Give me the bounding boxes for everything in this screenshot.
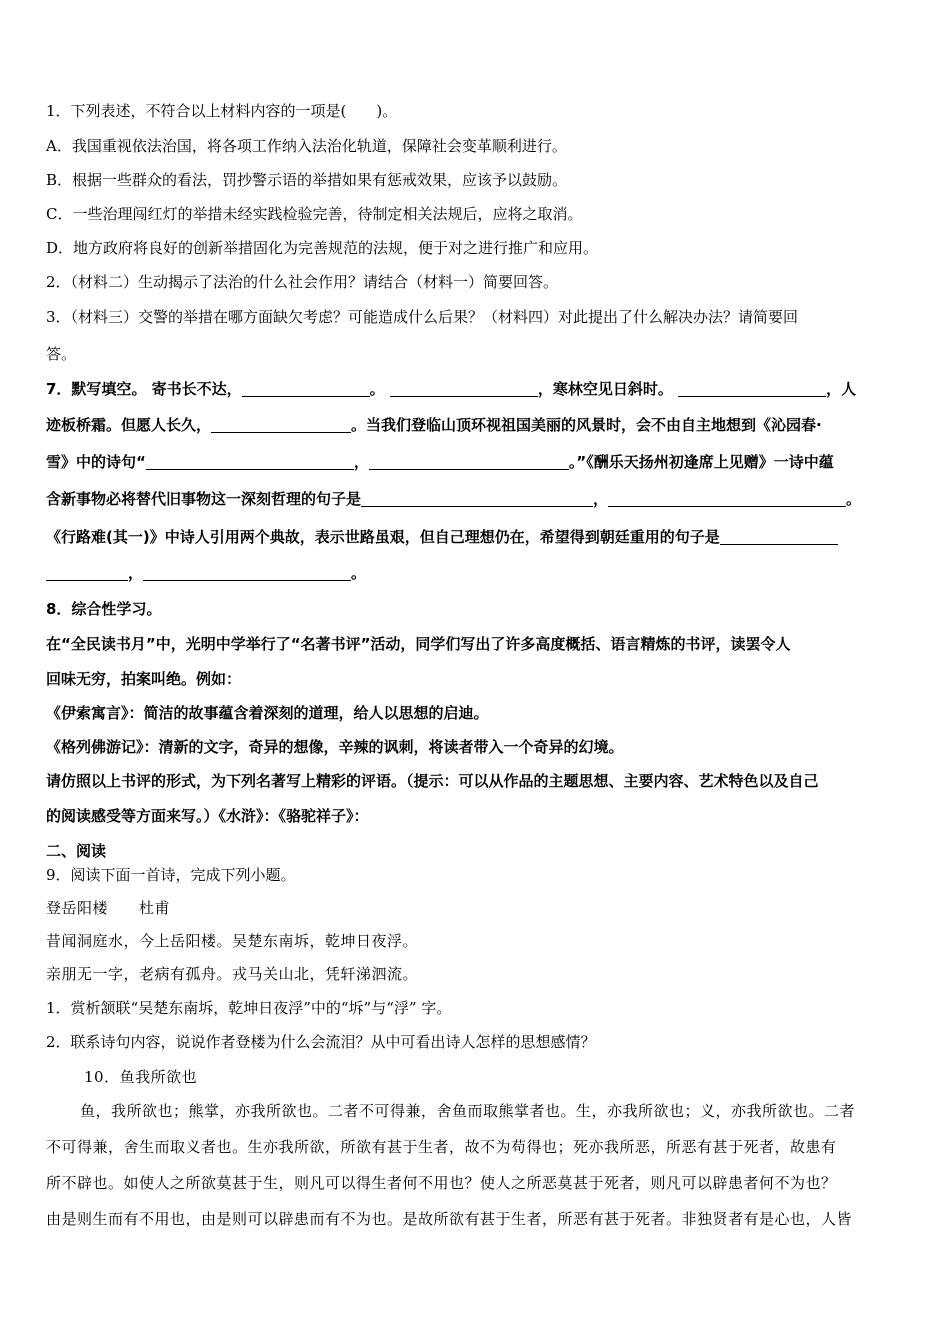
q8-example-1: 《伊索寓言》：简洁的故事蕴含着深刻的道理，给人以思想的启迪。 — [46, 704, 489, 722]
answer-blank[interactable] — [242, 380, 370, 397]
q8-title: 8．综合性学习。 — [46, 600, 162, 618]
answer-blank[interactable] — [143, 564, 351, 581]
q9-sub-2: 2．联系诗句内容，说说作者登楼为什么会流泪？从中可看出诗人怎样的思想感情？ — [46, 1033, 596, 1051]
q3-text-line2: 答。 — [46, 345, 77, 363]
q9-stem: 9．阅读下面一首诗，完成下列小题。 — [46, 866, 296, 884]
answer-blank[interactable] — [46, 564, 128, 581]
q10-title: 10．鱼我所欲也 — [84, 1068, 198, 1086]
q7-line1 — [46, 378, 856, 400]
q7-text: ，寒林空见日斜时。 — [537, 380, 673, 398]
q7-text: ， — [353, 453, 369, 471]
q8-intro-line2: 回味无穷，拍案叫绝。例如： — [46, 670, 242, 688]
answer-blank[interactable] — [369, 453, 569, 470]
q7-text: 。 — [351, 564, 367, 582]
q7-text: ， — [593, 490, 609, 508]
q7-text: 。当我们登临山顶环视祖国美丽的风景时，会不由自主地想到《沁园春· — [351, 416, 822, 434]
answer-blank[interactable] — [608, 490, 846, 507]
q10-paragraph-line4: 由是则生而有不用也，由是则可以辟患而有不为也。是故所欲有甚于生者，所恶有甚于死者。非独贤者有是心也，人皆 — [46, 1210, 853, 1228]
q7-text: 含新事物必将替代旧事物这一深刻哲理的句子是 — [46, 490, 362, 508]
q1-option-b: B．根据一些群众的看法，罚抄警示语的举措如果有惩戒效果，应该予以鼓励。 — [46, 171, 568, 189]
q10-paragraph-line3: 所不辟也。如使人之所欲莫甚于生，则凡可以得生者何不用也？使人之所恶莫甚于死者，则凡可以辟患者何不为也？ — [46, 1174, 837, 1192]
section-heading: 二、阅读 — [46, 842, 107, 860]
q9-sub-1: 1．赏析颔联“吴楚东南坼，乾坤日夜浮”中的“坼”与“浮” 字。 — [46, 999, 452, 1017]
q2-text: 2．（材料二）生动揭示了法治的什么社会作用？请结合（材料一）简要回答。 — [46, 273, 559, 291]
q7-text: 7．默写填空。 寄书长不达， — [46, 380, 242, 398]
poem-title: 登岳阳楼 杜甫 — [46, 899, 171, 917]
answer-blank[interactable] — [390, 380, 538, 397]
q7-text: 。”《酬乐天扬州初逢席上见赠》一诗中蕴 — [568, 453, 834, 471]
q8-example-2: 《格列佛游记》：清新的文字，奇异的想像，辛辣的讽刺，将读者带入一个奇异的幻境。 — [46, 738, 624, 756]
poem-line-1: 昔闻洞庭水，今上岳阳楼。吴楚东南坼，乾坤日夜浮。 — [46, 932, 419, 950]
q7-text: 迹板桥霜。但愿人长久， — [46, 416, 212, 434]
q3-text-line1: 3．（材料三）交警的举措在哪方面缺欠考虑？可能造成什么后果？（材料四）对此提出了什么解决办法？请简要回 — [46, 308, 799, 326]
q7-text: ， — [128, 564, 144, 582]
q8-intro-line1: 在“全民读书月”中，光明中学举行了“名著书评”活动，同学们写出了许多高度概括、语言精炼的书评，读罢令人 — [46, 635, 791, 653]
q7-text: 《行路难(其一)》中诗人引用两个典故，表示世路虽艰，但自己理想仍在，希望得到朝廷重用的句子是 — [46, 528, 720, 546]
q7-line5 — [46, 526, 838, 548]
q1-stem: 1．下列表述，不符合以上材料内容的一项是( )。 — [46, 102, 398, 120]
q10-paragraph-line2: 不可得兼，舍生而取义者也。生亦我所欲，所欲有甚于生者，故不为苟得也；死亦我所恶，所恶有甚于死者，故患有 — [46, 1138, 837, 1156]
q7-text: ，人 — [826, 380, 857, 398]
q8-task-line1: 请仿照以上书评的形式，为下列名著写上精彩的评语。（提示：可以从作品的主题思想、主要内容、艺术特色以及自己 — [46, 772, 819, 790]
answer-blank[interactable] — [361, 490, 593, 507]
q1-option-a: A．我国重视依法治国，将各项工作纳入法治化轨道，保障社会变革顺利进行。 — [46, 137, 567, 155]
answer-blank[interactable] — [678, 380, 826, 397]
q7-text: 雪》中的诗句“ — [46, 453, 146, 471]
q10-paragraph-line1: 鱼，我所欲也；熊掌，亦我所欲也。二者不可得兼，舍鱼而取熊掌者也。生，亦我所欲也；义，亦我所欲也。二者 — [80, 1102, 856, 1120]
q7-text: 。 — [369, 380, 385, 398]
q1-option-c: C．一些治理闯红灯的举措未经实践检验完善，待制定相关法规后，应将之取消。 — [46, 205, 583, 223]
q7-line4 — [46, 488, 861, 510]
poem-line-2: 亲朋无一字，老病有孤舟。戎马关山北，凭轩涕泗流。 — [46, 965, 419, 983]
q8-task-line2: 的阅读感受等方面来写。）《水浒》：《骆驼祥子》： — [46, 807, 369, 825]
answer-blank[interactable] — [146, 453, 354, 470]
q1-option-d: D．地方政府将良好的创新举措固化为完善规范的法规，便于对之进行推广和应用。 — [46, 239, 599, 257]
q7-text: 。 — [846, 490, 862, 508]
answer-blank[interactable] — [720, 528, 838, 545]
q7-line3 — [46, 451, 834, 473]
q7-line2 — [46, 414, 822, 436]
q7-line6 — [46, 562, 366, 584]
answer-blank[interactable] — [211, 416, 351, 433]
